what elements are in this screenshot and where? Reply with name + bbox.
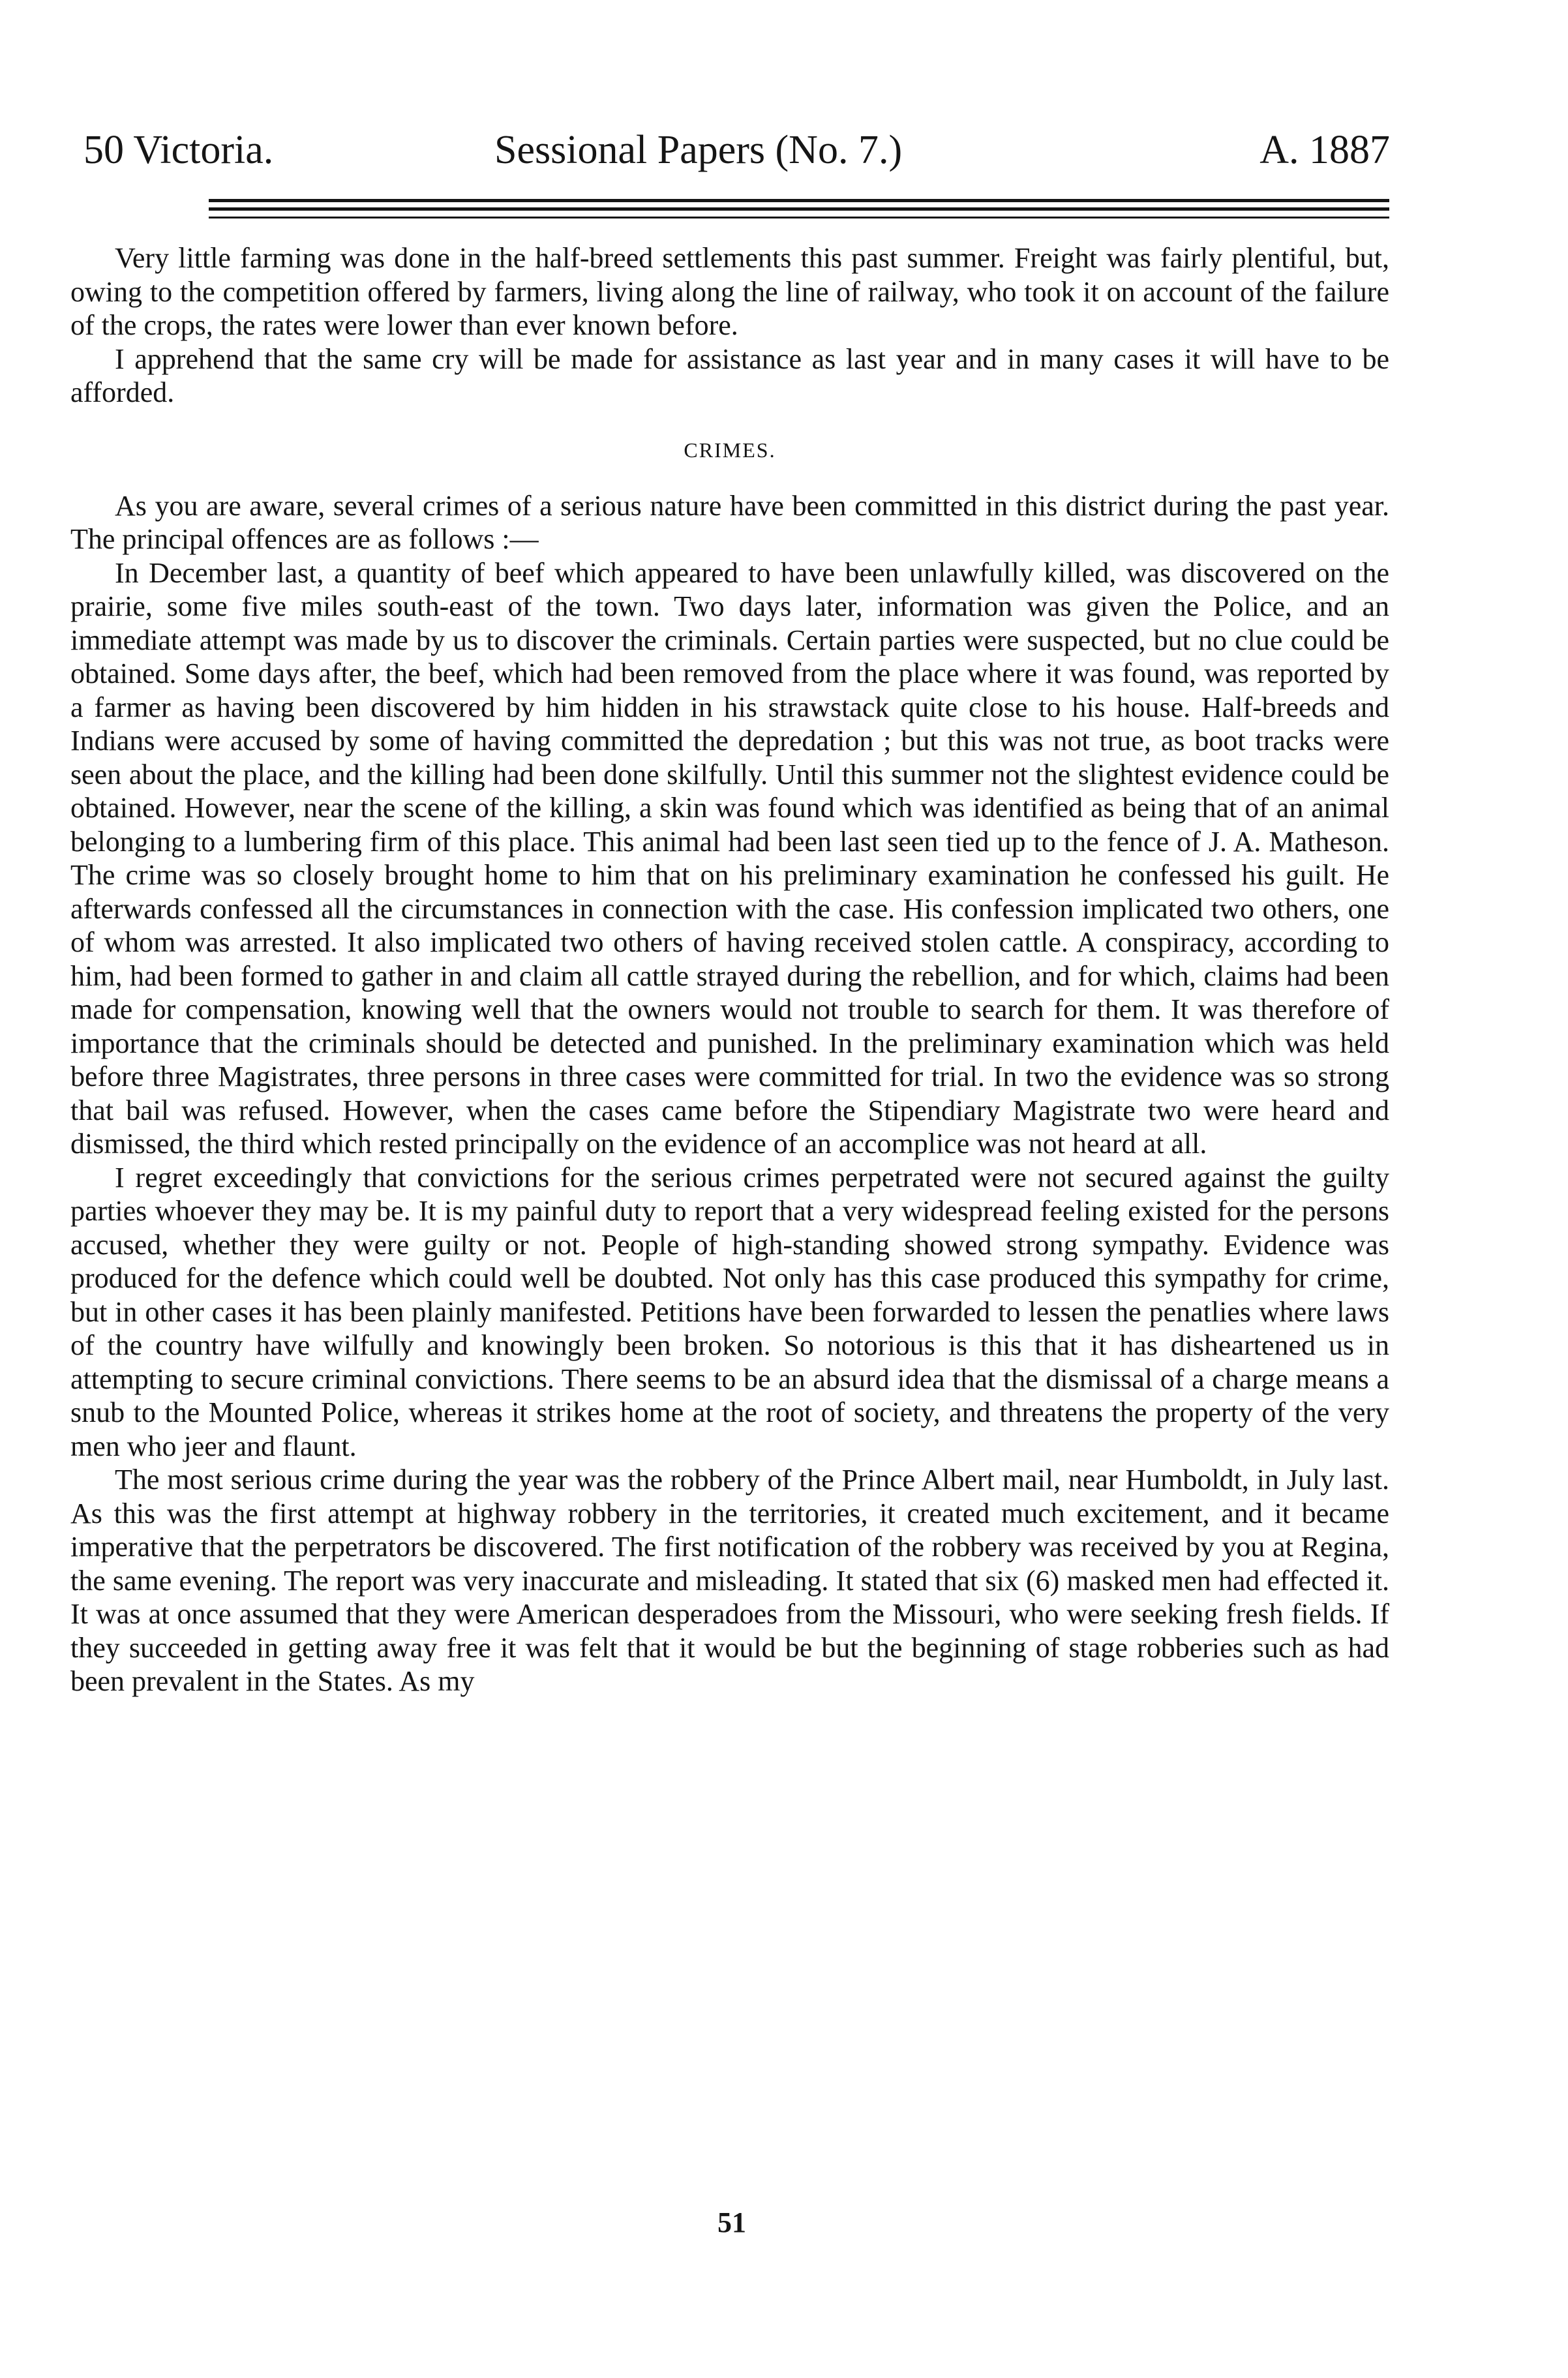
paragraph: In December last, a quantity of beef which appeared to have been unlawfully killed, was discovered on the prairie, some five miles south-east of the town. Two days later, information was given the Police, and an immediate attempt was made by us to discover the criminals. Certain parties were suspected, but no clue could be obtained. Some days after, the beef, which had been removed from the place where it was found, was reported by a farmer as having been discovered by him hidden in his strawstack quite close to his house. Half-breeds and Indians were accused by some of having committed the depredation ; but this was not true, as boot tracks were seen about the place, and the killing had been done skilfully. Until this summer not the slightest evidence could be obtained. However, near the scene of the killing, a skin was found which was identified as being that of an animal belonging to a lumbering firm of this place. This animal had been last seen tied up to the fence of J. A. Matheson. The crime was so closely brought home to him that on his preliminary examination he confessed his guilt. He afterwards confessed all the circumstances in connection with the case. His confession implicated two others, one of whom was arrested. It also implicated two others of having received stolen cattle. A conspiracy, according to him, had been formed to gather in and claim all cattle strayed during the rebellion, and for which, claims had been made for compensation, knowing well that the owners would not trouble to search for them. It was therefore of importance that the criminals should be detected and punished. In the preliminary examination which was held before three Magistrates, three persons in three cases were committed for trial. In two the evidence was so strong that bail was refused. However, when the cases came before the Stipendiary Magistrate two were heard and dismissed, the third which rested principally on the evidence of an accomplice was not heard at all. <box>70 556 1389 1160</box>
page-number: 51 <box>717 2206 746 2238</box>
header-right: A. 1887 <box>1259 128 1390 172</box>
section-heading: CRIMES. <box>684 438 776 462</box>
paragraph: I apprehend that the same cry will be made for assistance as last year and in many cases it will have to be afforded. <box>70 342 1389 408</box>
paragraph: I regret exceedingly that convictions for the serious crimes perpetrated were not secured against the guilty parties whoever they may be. It is my painful duty to report that a very widespread feeling existed for the persons accused, whether they were guilty or not. People of high-standing showed strong sympathy. Evidence was produced for the defence which could well be doubted. Not only has this case produced this sympathy for crime, but in other cases it has been plainly manifested. Petitions have been forwarded to lessen the penatlies where laws of the country have wilfully and knowingly been broken. So notorious is this that it has disheartened us in attempting to secure criminal convictions. There seems to be an absurd idea that the dismissal of a charge means a snub to the Mounted Police, whereas it strikes home at the root of society, and threatens the property of the very men who jeer and flaunt. <box>70 1161 1389 1462</box>
running-header <box>83 123 1390 177</box>
document-body <box>70 241 1389 1698</box>
header-rule <box>209 217 1389 218</box>
paragraph: The most serious crime during the year was the robbery of the Prince Albert mail, near Humboldt, in July last. As this was the first attempt at highway robbery in the territories, it created much excitement, and it became imperative that the perpetrators be discovered. The first notification of the robbery was received by you at Regina, the same evening. The report was very inaccurate and misleading. It stated that six (6) masked men had effected it. It was at once assumed that they were American desperadoes from the Missouri, who were seeking fresh fields. If they succeeded in getting away free it was felt that it would be but the beginning of stage robberies such as had been prevalent in the States. As my <box>70 1464 1389 1697</box>
paragraph: As you are aware, several crimes of a serious nature have been committed in this district during the past year. The principal offences are as follows :— <box>70 489 1389 555</box>
header-center: Sessional Papers (No. 7.) <box>494 128 903 172</box>
header-left: 50 Victoria. <box>83 128 274 172</box>
header-rule <box>209 207 1389 211</box>
paragraph: Very little farming was done in the half-breed settlements this past summer. Freight was fairly plentiful, but, owing to the competition offered by farmers, living along the line of railway, who took it on account of the failure of the crops, the rates were lower than ever known before. <box>70 242 1389 341</box>
header-rule <box>209 199 1389 202</box>
